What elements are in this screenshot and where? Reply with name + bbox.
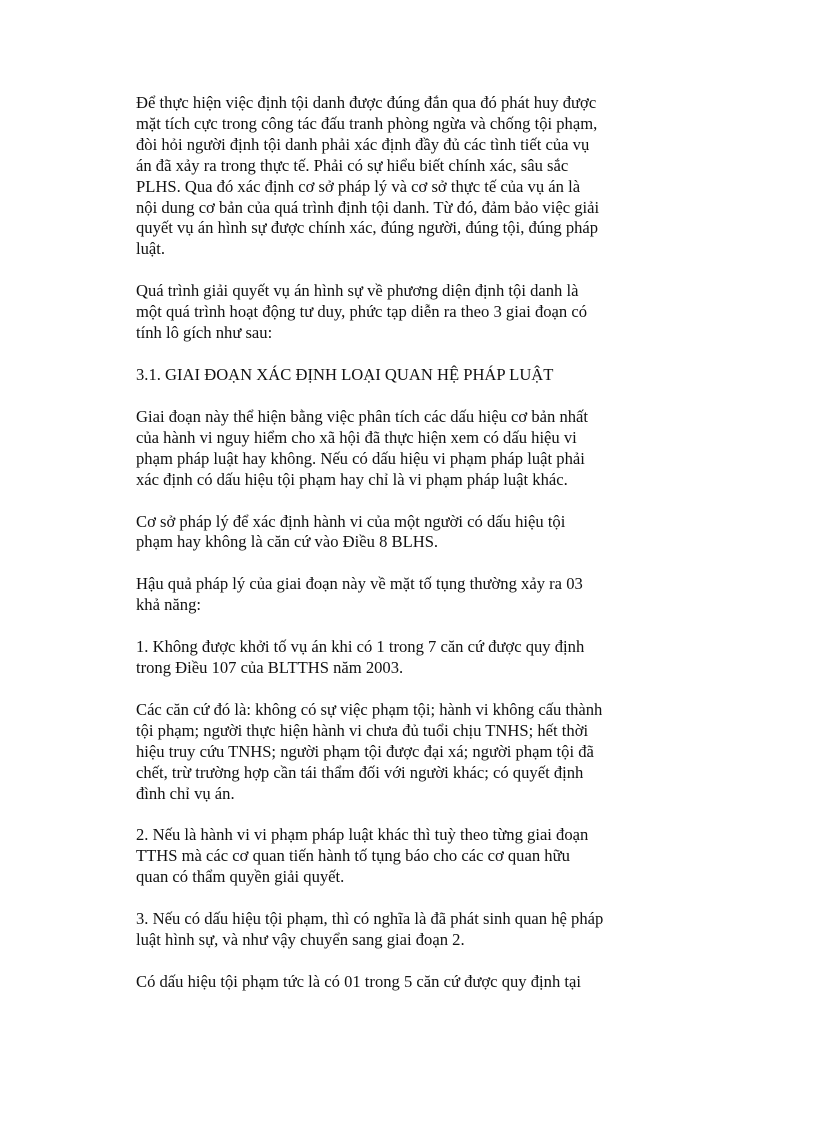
paragraph-stage-description: Giai đoạn này thể hiện bằng việc phân tích các dấu hiệu cơ bản nhất của hành vi nguy hiểm cho xã hội đã thực hiện xem có dấu hiệu vi phạm pháp luật hay không. Nếu có dấu hiệu vi phạm pháp luật phải xác định có dấu hiệu tội phạm hay chỉ là vi phạm pháp luật khác.	[136, 406, 589, 489]
paragraph-crime-signs: Có dấu hiệu tội phạm tức là có 01 trong 5 căn cứ được quy định tại	[136, 972, 581, 991]
document-body	[136, 93, 681, 1014]
paragraph-grounds: Các căn cứ đó là: không có sự việc phạm tội; hành vi không cấu thành tội phạm; người thực hiện hành vi chưa đủ tuổi chịu TNHS; hết thời hiệu truy cứu TNHS; người phạm tội được đại xá; người phạm tội đã chết, trừ trường hợp cần tái thẩm đối với người khác; có quyết định đình chỉ vụ án.	[136, 699, 603, 803]
paragraph-item-1: 1. Không được khởi tố vụ án khi có 1 trong 7 căn cứ được quy định trong Điều 107 của BLTTHS năm 2003.	[136, 637, 585, 678]
paragraph-item-2: 2. Nếu là hành vi vi phạm pháp luật khác thì tuỳ theo từng giai đoạn TTHS mà các cơ quan tiến hành tố tụng báo cho các cơ quan hữu quan có thẩm quyền giải quyết.	[136, 825, 589, 887]
paragraph-item-3: 3. Nếu có dấu hiệu tội phạm, thì có nghĩa là đã phát sinh quan hệ pháp luật hình sự, và như vậy chuyển sang giai đoạn 2.	[136, 909, 604, 950]
paragraph-intro: Để thực hiện việc định tội danh được đúng đắn qua đó phát huy được mặt tích cực trong công tác đấu tranh phòng ngừa và chống tội phạm, đòi hỏi người định tội danh phải xác định đầy đủ các tình tiết của vụ án đã xảy ra trong thực tế. Phải có sự hiểu biết chính xác, sâu sắc PLHS. Qua đó xác định cơ sở pháp lý và cơ sở thực tế của vụ án là nội dung cơ bản của quá trình định tội danh. Từ đó, đảm bảo việc giải quyết vụ án hình sự được chính xác, đúng người, đúng tội, đúng pháp luật.	[136, 93, 600, 259]
paragraph-consequences: Hậu quả pháp lý của giai đoạn này về mặt tố tụng thường xảy ra 03 khả năng:	[136, 574, 583, 615]
paragraph-process: Quá trình giải quyết vụ án hình sự về phương diện định tội danh là một quá trình hoạt động tư duy, phức tạp diễn ra theo 3 giai đoạn có tính lô gích như sau:	[136, 281, 588, 343]
paragraph-legal-basis: Cơ sở pháp lý để xác định hành vi của một người có dấu hiệu tội phạm hay không là căn cứ vào Điều 8 BLHS.	[136, 511, 566, 552]
section-heading: 3.1. GIAI ĐOẠN XÁC ĐỊNH LOẠI QUAN HỆ PHÁP LUẬT	[136, 364, 554, 384]
